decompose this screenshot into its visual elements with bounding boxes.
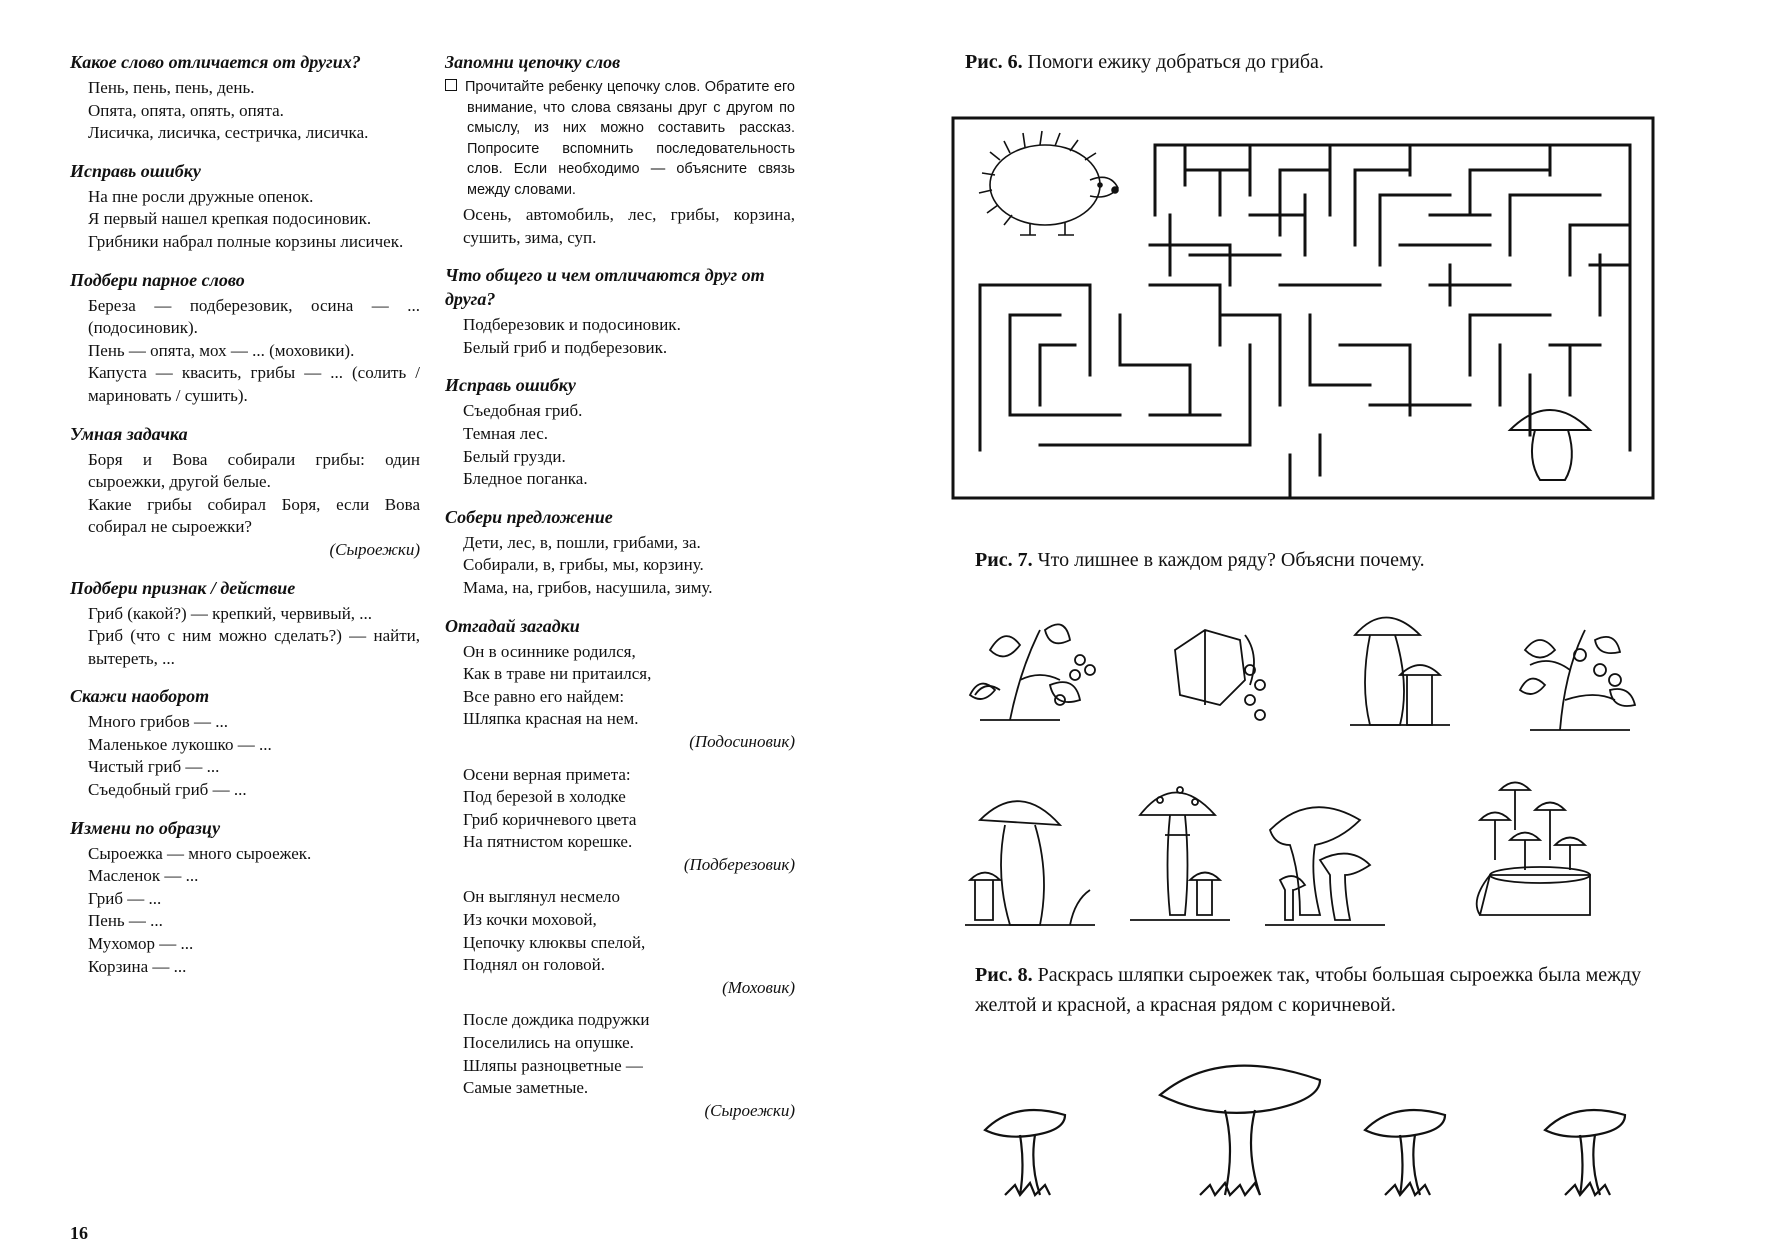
text-line: Мама, на, грибов, насушила, зиму. <box>463 577 713 597</box>
text-line: Съедобная гриб. <box>463 401 583 421</box>
section-heading: Подбери парное слово <box>70 269 245 290</box>
section-heading: Исправь ошибку <box>445 375 576 396</box>
right-text-column <box>445 50 795 1136</box>
answer-line: (Сыроежки) <box>329 539 420 559</box>
riddles-section <box>445 614 795 1123</box>
text-line: Сыроежка — много сыроежек. <box>88 843 312 863</box>
boletus-pair-icon <box>965 801 1095 925</box>
checkbox-icon <box>445 79 457 91</box>
text-line: Какие грибы собирал Боря, если Вова собирал не сыроежки? <box>88 494 420 537</box>
riddle-line: Поселились на опушке. <box>463 1033 634 1053</box>
text-line: Чистый гриб — ... <box>88 757 220 777</box>
riddle <box>445 1009 795 1122</box>
left-column <box>70 50 420 992</box>
russula-big-icon <box>1160 1066 1320 1195</box>
text-line: Пень — опята, мох — ... (моховики). <box>88 340 355 360</box>
maze-border <box>953 118 1653 498</box>
text-line: Гриб — ... <box>88 888 162 908</box>
section-heading: Какое слово отличается от других? <box>70 52 361 72</box>
boletus-mushrooms-icon <box>1350 618 1450 726</box>
fly-agaric-icon <box>1130 787 1230 920</box>
section-heading: Отгадай загадки <box>445 615 580 636</box>
text-line: Корзина — ... <box>88 956 187 976</box>
riddle-line: Осени верная примета: <box>463 764 631 784</box>
riddles-list <box>445 641 795 1123</box>
exercise-section <box>70 816 420 979</box>
exercise-section <box>70 268 420 408</box>
section-heading: Что общего и чем отличаются друг от друга? <box>445 265 765 310</box>
section-heading: Подбери признак / действие <box>70 577 296 598</box>
russula-small-icon <box>985 1110 1065 1195</box>
riddle-line: Поднял он головой. <box>463 955 606 975</box>
riddle-answer: (Сыроежки) <box>704 1100 795 1120</box>
riddle-answer: (Моховик) <box>722 977 795 997</box>
riddle <box>445 886 795 999</box>
text-line: Съедобный гриб — ... <box>88 780 247 800</box>
text-line: Пень — ... <box>88 911 163 931</box>
exercise-section <box>70 159 420 254</box>
russula-small-icon <box>1365 1110 1445 1195</box>
text-line: На пне росли дружные опенок. <box>88 186 314 206</box>
riddle-answer: (Подосиновик) <box>689 731 795 751</box>
riddle-line: Он в осиннике родился, <box>463 641 636 661</box>
text-line: Мухомор — ... <box>88 934 194 954</box>
text-line: Я первый нашел крепкая подосиновик. <box>88 209 372 229</box>
chain-section <box>445 50 795 249</box>
exercise-section <box>70 422 420 562</box>
exercise-section <box>70 684 420 801</box>
text-line: Подберезовик и подосиновик. <box>463 315 681 335</box>
riddle <box>445 764 795 877</box>
riddle-line: Самые заметные. <box>463 1078 589 1098</box>
text-line: Береза — подберезовик, осина — ... (подосиновик). <box>88 295 420 338</box>
exercise-section <box>445 505 795 600</box>
text-line: Гриб (какой?) — крепкий, червивый, ... <box>88 603 373 623</box>
riddle-answer: (Подберезовик) <box>683 854 795 874</box>
riddle-line: Как в траве ни притаился, <box>463 664 652 684</box>
text-line: Бледное поганка. <box>463 469 588 489</box>
russula-small-icon <box>1545 1110 1625 1195</box>
exercise-section <box>445 373 795 490</box>
riddle-line: Цепочку клюквы спелой, <box>463 932 646 952</box>
text-line: Пень, пень, пень, день. <box>88 78 255 97</box>
mushroom-icon <box>1510 410 1590 480</box>
text-line: Дети, лес, в, пошли, грибами, за. <box>463 532 701 552</box>
fig7-illustrations <box>960 600 1680 940</box>
text-line: Боря и Вова собирали грибы: один сыроежки, другой белые. <box>88 449 420 492</box>
riddle-line: После дождика подружки <box>463 1010 650 1030</box>
riddle-line: Под березой в холодке <box>463 787 626 807</box>
riddle-line: Все равно его найдем: <box>463 686 625 706</box>
riddle-line: Гриб коричневого цвета <box>463 809 637 829</box>
fig8-caption: Рис. 8. Раскрась шляпки сыроежек так, чтобы большая сыроежка была между желтой и красной, а красная рядом с коричневой. <box>975 964 1642 1016</box>
text-line: Белый грузди. <box>463 446 566 466</box>
raspberry-bush-icon <box>1520 630 1635 730</box>
text-line: Темная лес. <box>463 423 548 443</box>
maze-figure <box>950 115 1660 505</box>
exercise-section <box>70 576 420 671</box>
fig8-russulas <box>960 1055 1680 1205</box>
word-chain: Осень, автомобиль, лес, грибы, корзина, сушить, зима, суп. <box>463 205 795 247</box>
riddle-line: Он выглянул несмело <box>463 887 620 907</box>
text-line: Опята, опята, опять, опята. <box>88 100 284 120</box>
text-line: Маленькое лукошко — ... <box>88 734 272 754</box>
exercise-section <box>70 50 420 145</box>
exercise-section <box>445 263 795 359</box>
text-line: Белый гриб и подберезовик. <box>463 337 668 357</box>
honey-fungus-icon <box>1477 783 1590 916</box>
text-line: Капуста — квасить, грибы — ... (солить / мариновать / сушить). <box>88 363 420 405</box>
section-heading: Собери предложение <box>445 506 613 527</box>
fig6-caption: Рис. 6. Помоги ежику добраться до гриба. <box>965 51 1324 73</box>
section-heading: Исправь ошибку <box>70 160 201 181</box>
text-line: Гриб (что с ним можно сделать?) — найти, вытереть, ... <box>88 626 420 668</box>
text-line: Лисичка, лисичка, сестричка, лисичка. <box>88 123 369 143</box>
text-line: Грибники набрал полные корзины лисичек. <box>88 231 404 251</box>
col2-sections <box>445 263 795 599</box>
text-line: Масленок — ... <box>88 866 199 886</box>
text-line: Много грибов — ... <box>88 712 229 732</box>
section-heading: Скажи наоборот <box>70 686 210 707</box>
section-heading: Измени по образцу <box>70 817 221 838</box>
riddle-line: Шляпы разноцветные — <box>463 1055 643 1075</box>
page-number: 16 <box>70 1223 88 1243</box>
hedgehog-icon <box>979 131 1118 235</box>
fig7-caption: Рис. 7. Что лишнее в каждом ряду? Объясни почему. <box>975 549 1425 571</box>
chanterelles-icon <box>1265 807 1385 925</box>
section-heading: Запомни цепочку слов <box>445 52 621 72</box>
riddle-line: На пятнистом корешке. <box>463 832 633 852</box>
section-heading: Умная задачка <box>70 423 188 444</box>
berry-bush-icon <box>970 624 1095 720</box>
leaf-currant-icon <box>1175 630 1265 720</box>
text-line: Собирали, в, грибы, мы, корзину. <box>463 555 704 575</box>
instruction: Прочитайте ребенку цепочку слов. Обратите его внимание, что слова связаны друг с другом по смыслу, из них можно составить рассказ. Попросите вспомнить последовательность слов. Если необходимо — объясните связь между словами. <box>445 77 795 200</box>
riddle-line: Из кочки моховой, <box>463 910 597 930</box>
riddle-line: Шляпка красная на нем. <box>463 709 639 729</box>
riddle <box>445 641 795 754</box>
